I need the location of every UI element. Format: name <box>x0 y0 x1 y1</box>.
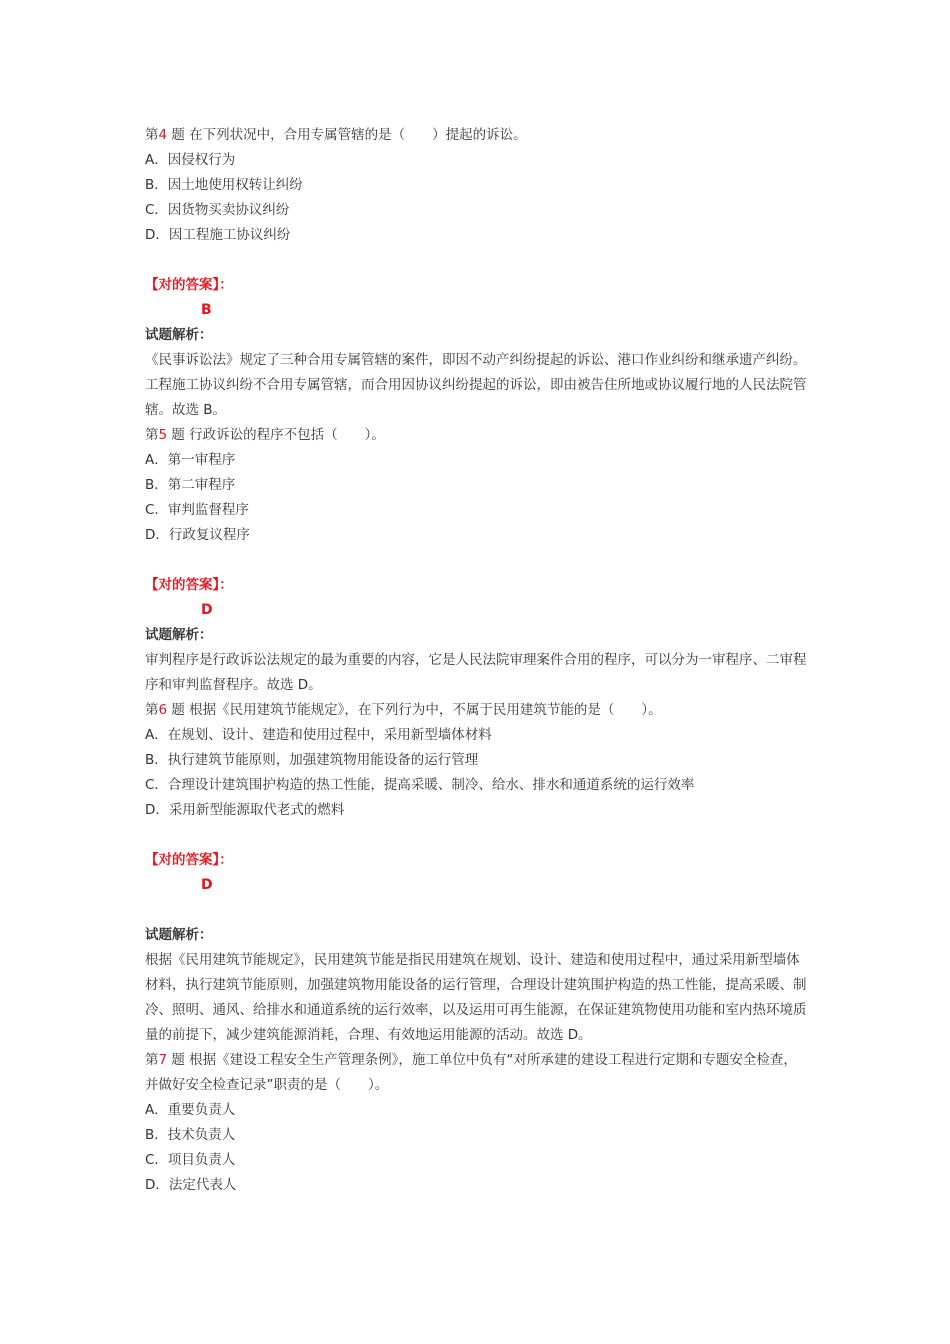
question-number: 7 <box>158 1052 168 1068</box>
answer-letter: D <box>201 602 213 618</box>
answer-letter: D <box>201 877 213 893</box>
answer-label: 【对的答案】： <box>145 577 233 593</box>
option-d: D．因工程施工协议纠纷 <box>145 227 291 243</box>
option-b: B．因土地使用权转让纠纷 <box>145 177 303 193</box>
question-7-title: 第7 题 根据《建设工程安全生产管理条例》，施工单位中负有“对所承建的建设工程进行定期和专题安全检查，并做好安全检查记录”职责的是（ ）。 <box>145 1052 797 1093</box>
option-c: C．合理设计建筑围护构造的热工性能，提高采暖、制冷、给水、排水和通道系统的运行效率 <box>145 777 695 793</box>
answer-letter: B <box>201 302 212 318</box>
option-a: A．重要负责人 <box>145 1102 236 1118</box>
option-a: A．在规划、设计、建造和使用过程中，采用新型墙体材料 <box>145 727 492 743</box>
question-number: 5 <box>158 427 168 443</box>
document-page <box>145 123 810 1198</box>
option-b: B．技术负责人 <box>145 1127 236 1143</box>
explanation-label: 试题解析： <box>145 927 213 943</box>
explanation-label: 试题解析： <box>145 327 213 343</box>
explanation-text: 根据《民用建筑节能规定》，民用建筑节能是指民用建筑在规划、设计、建造和使用过程中，通过采用新型墙体材料，执行建筑节能原则，加强建筑物用能设备的运行管理，合理设计建筑围护构造的热工性能，提高采暖、制冷、照明、通风、给排水和通道系统的运行效率，以及运用可再生能源，在保证建筑物使用功能和室内热环境质量的前提下，减少建筑能源消耗，合理、有效地运用能源的活动。故选 D。 <box>145 952 807 1043</box>
option-b: B．执行建筑节能原则，加强建筑物用能设备的运行管理 <box>145 752 479 768</box>
option-a: A．第一审程序 <box>145 452 236 468</box>
question-number: 6 <box>158 702 168 718</box>
question-4-title: 第4 题 在下列状况中，合用专属管辖的是（ ）提起的诉讼。 <box>145 127 527 143</box>
question-6-title: 第6 题 根据《民用建筑节能规定》，在下列行为中，不属于民用建筑节能的是（ ）。 <box>145 702 662 718</box>
answer-label: 【对的答案】： <box>145 852 233 868</box>
option-c: C．因货物买卖协议纠纷 <box>145 202 290 218</box>
explanation-text: 审判程序是行政诉讼法规定的最为重要的内容，它是人民法院审理案件合用的程序，可以分为一审程序、二审程序和审判监督程序。故选 D。 <box>145 652 807 693</box>
question-number: 4 <box>158 127 168 143</box>
explanation-label: 试题解析： <box>145 627 213 643</box>
question-5-title: 第5 题 行政诉讼的程序不包括（ ）。 <box>145 427 385 443</box>
explanation-text: 《民事诉讼法》规定了三种合用专属管辖的案件，即因不动产纠纷提起的诉讼、港口作业纠纷和继承遗产纠纷。工程施工协议纠纷不合用专属管辖，而合用因协议纠纷提起的诉讼，即由被告住所地或协议履行地的人民法院管辖。故选 B。 <box>145 352 807 418</box>
option-c: C．审判监督程序 <box>145 502 249 518</box>
option-c: C．项目负责人 <box>145 1152 236 1168</box>
option-d: D．法定代表人 <box>145 1177 237 1193</box>
option-d: D．采用新型能源取代老式的燃料 <box>145 802 345 818</box>
option-b: B．第二审程序 <box>145 477 236 493</box>
option-a: A．因侵权行为 <box>145 152 236 168</box>
option-d: D．行政复议程序 <box>145 527 250 543</box>
answer-label: 【对的答案】： <box>145 277 233 293</box>
